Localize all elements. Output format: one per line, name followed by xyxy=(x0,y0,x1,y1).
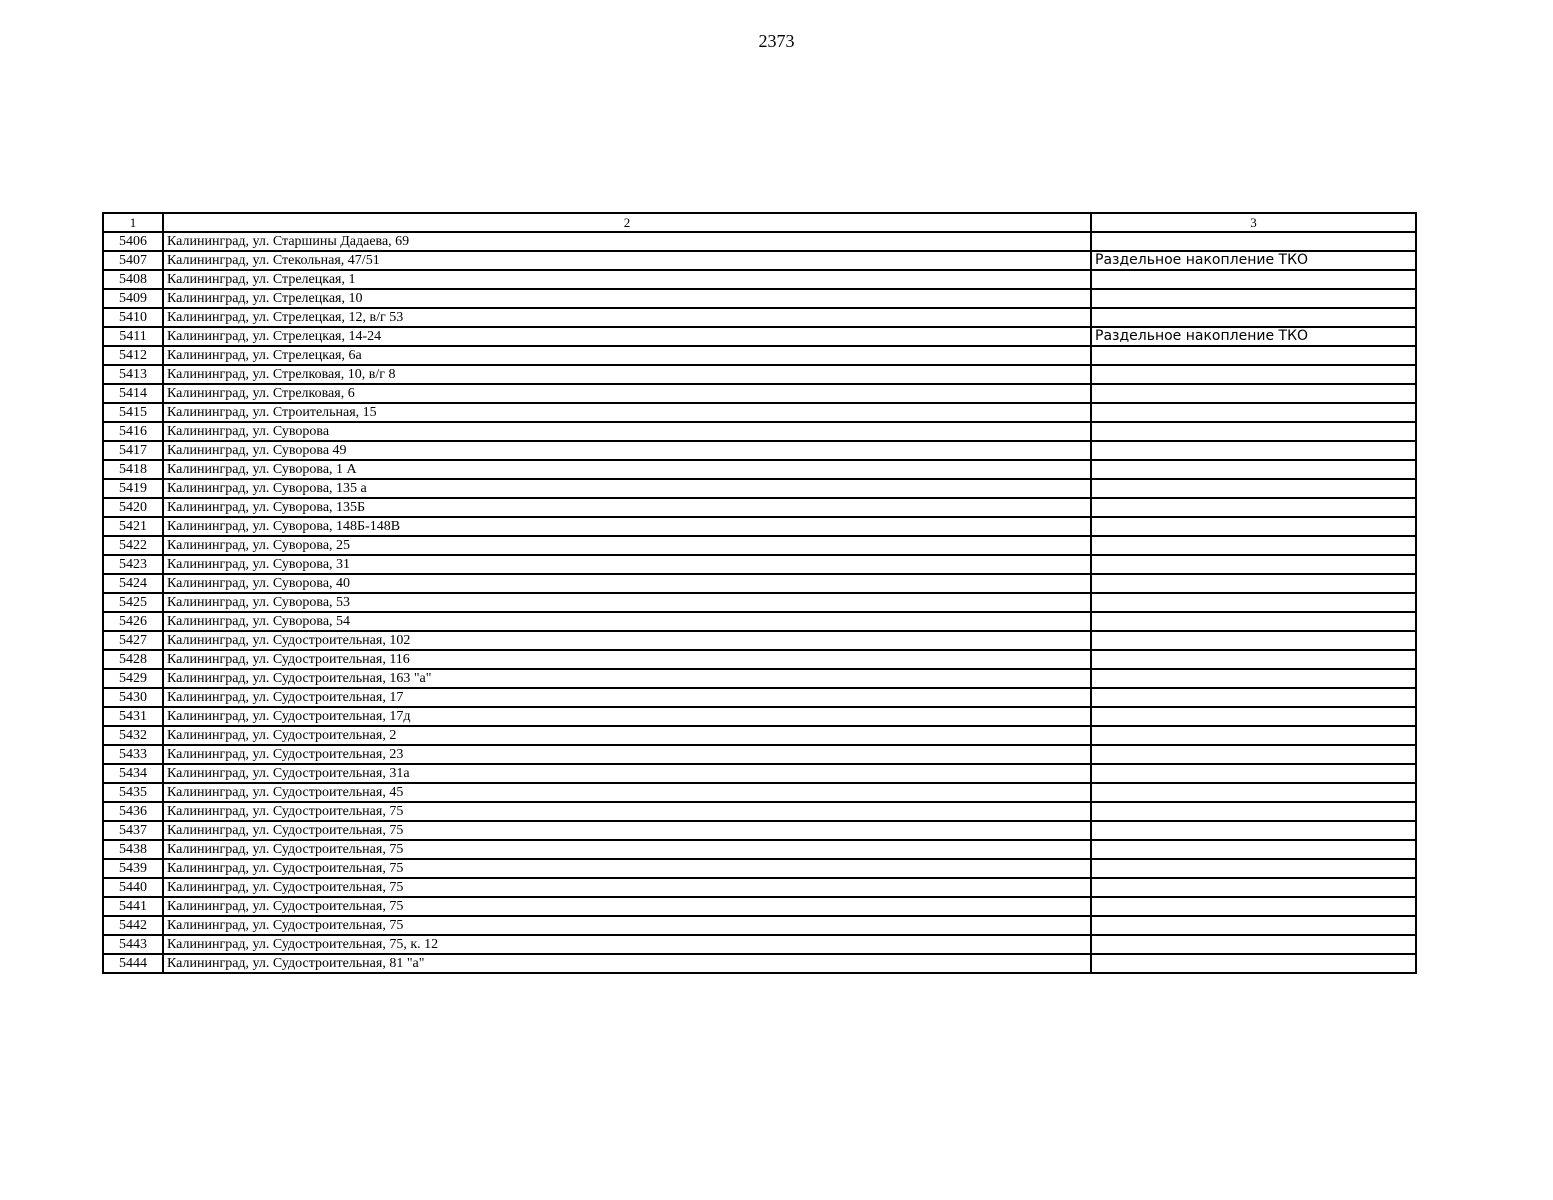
row-address: Калининград, ул. Суворова, 25 xyxy=(163,536,1091,555)
table-row xyxy=(103,878,1416,897)
table-row xyxy=(103,612,1416,631)
row-number: 5426 xyxy=(103,612,163,631)
row-note xyxy=(1091,916,1416,935)
row-address: Калининград, ул. Судостроительная, 81 "а" xyxy=(163,954,1091,973)
row-note xyxy=(1091,422,1416,441)
row-number: 5436 xyxy=(103,802,163,821)
table-row xyxy=(103,859,1416,878)
row-note xyxy=(1091,631,1416,650)
table-row xyxy=(103,479,1416,498)
table-row xyxy=(103,840,1416,859)
row-number: 5425 xyxy=(103,593,163,612)
row-number: 5430 xyxy=(103,688,163,707)
row-address: Калининград, ул. Суворова, 53 xyxy=(163,593,1091,612)
row-number: 5424 xyxy=(103,574,163,593)
table-row xyxy=(103,935,1416,954)
row-address: Калининград, ул. Судостроительная, 75 xyxy=(163,897,1091,916)
row-address: Калининград, ул. Судостроительная, 2 xyxy=(163,726,1091,745)
row-number: 5438 xyxy=(103,840,163,859)
table-row xyxy=(103,802,1416,821)
row-number: 5419 xyxy=(103,479,163,498)
row-address: Калининград, ул. Судостроительная, 75 xyxy=(163,878,1091,897)
row-address: Калининград, ул. Судостроительная, 17 xyxy=(163,688,1091,707)
row-number: 5427 xyxy=(103,631,163,650)
row-note xyxy=(1091,308,1416,327)
row-number: 5444 xyxy=(103,954,163,973)
row-note xyxy=(1091,460,1416,479)
table-body xyxy=(103,232,1416,973)
row-number: 5443 xyxy=(103,935,163,954)
header-row xyxy=(103,213,1416,232)
row-address: Калининград, ул. Стрелковая, 10, в/г 8 xyxy=(163,365,1091,384)
table-row xyxy=(103,517,1416,536)
row-address: Калининград, ул. Судостроительная, 163 "а" xyxy=(163,669,1091,688)
row-number: 5408 xyxy=(103,270,163,289)
row-note xyxy=(1091,726,1416,745)
row-note xyxy=(1091,802,1416,821)
table-row xyxy=(103,555,1416,574)
row-number: 5415 xyxy=(103,403,163,422)
row-number: 5407 xyxy=(103,251,163,270)
row-number: 5410 xyxy=(103,308,163,327)
table-row xyxy=(103,270,1416,289)
row-note xyxy=(1091,384,1416,403)
row-address: Калининград, ул. Старшины Дадаева, 69 xyxy=(163,232,1091,251)
row-number: 5431 xyxy=(103,707,163,726)
table-row xyxy=(103,631,1416,650)
table-row xyxy=(103,365,1416,384)
table-row xyxy=(103,726,1416,745)
row-note xyxy=(1091,840,1416,859)
row-number: 5420 xyxy=(103,498,163,517)
row-address: Калининград, ул. Судостроительная, 75, к. 12 xyxy=(163,935,1091,954)
row-address: Калининград, ул. Судостроительная, 45 xyxy=(163,783,1091,802)
row-note xyxy=(1091,403,1416,422)
row-note xyxy=(1091,232,1416,251)
row-note xyxy=(1091,365,1416,384)
table-row xyxy=(103,669,1416,688)
row-number: 5439 xyxy=(103,859,163,878)
row-number: 5437 xyxy=(103,821,163,840)
row-address: Калининград, ул. Суворова, 148Б-148В xyxy=(163,517,1091,536)
row-address: Калининград, ул. Стрелецкая, 14-24 xyxy=(163,327,1091,346)
row-address: Калининград, ул. Стрелецкая, 1 xyxy=(163,270,1091,289)
table-row xyxy=(103,764,1416,783)
row-note xyxy=(1091,346,1416,365)
row-note xyxy=(1091,270,1416,289)
row-address: Калининград, ул. Судостроительная, 75 xyxy=(163,859,1091,878)
row-address: Калининград, ул. Стрелецкая, 10 xyxy=(163,289,1091,308)
row-number: 5423 xyxy=(103,555,163,574)
row-address: Калининград, ул. Судостроительная, 75 xyxy=(163,840,1091,859)
registry-table xyxy=(102,212,1417,974)
row-note xyxy=(1091,555,1416,574)
row-note xyxy=(1091,612,1416,631)
row-note xyxy=(1091,935,1416,954)
row-number: 5428 xyxy=(103,650,163,669)
table-row xyxy=(103,536,1416,555)
row-number: 5417 xyxy=(103,441,163,460)
table-row xyxy=(103,441,1416,460)
row-number: 5429 xyxy=(103,669,163,688)
row-note xyxy=(1091,878,1416,897)
row-address: Калининград, ул. Стрелковая, 6 xyxy=(163,384,1091,403)
table-row xyxy=(103,460,1416,479)
row-note: Раздельное накопление ТКО xyxy=(1091,327,1416,346)
table-row xyxy=(103,783,1416,802)
table-row xyxy=(103,574,1416,593)
table-row xyxy=(103,650,1416,669)
row-address: Калининград, ул. Судостроительная, 31а xyxy=(163,764,1091,783)
table-row xyxy=(103,897,1416,916)
row-address: Калининград, ул. Суворова, 135 а xyxy=(163,479,1091,498)
row-note xyxy=(1091,821,1416,840)
row-number: 5422 xyxy=(103,536,163,555)
row-note xyxy=(1091,897,1416,916)
row-address: Калининград, ул. Суворова 49 xyxy=(163,441,1091,460)
table-row xyxy=(103,688,1416,707)
row-address: Калининград, ул. Суворова, 31 xyxy=(163,555,1091,574)
row-number: 5411 xyxy=(103,327,163,346)
row-number: 5412 xyxy=(103,346,163,365)
row-address: Калининград, ул. Стрелецкая, 12, в/г 53 xyxy=(163,308,1091,327)
table-row xyxy=(103,346,1416,365)
header-col-2: 2 xyxy=(163,213,1091,232)
page-number: 2373 xyxy=(758,31,795,51)
row-address: Калининград, ул. Стрелецкая, 6а xyxy=(163,346,1091,365)
row-note xyxy=(1091,593,1416,612)
row-address: Калининград, ул. Стекольная, 47/51 xyxy=(163,251,1091,270)
row-number: 5409 xyxy=(103,289,163,308)
row-address: Калининград, ул. Судостроительная, 23 xyxy=(163,745,1091,764)
row-address: Калининград, ул. Суворова, 135Б xyxy=(163,498,1091,517)
table-row xyxy=(103,422,1416,441)
row-note: Раздельное накопление ТКО xyxy=(1091,251,1416,270)
header-col-1: 1 xyxy=(103,213,163,232)
row-number: 5441 xyxy=(103,897,163,916)
row-note xyxy=(1091,745,1416,764)
row-note xyxy=(1091,536,1416,555)
row-note xyxy=(1091,289,1416,308)
row-address: Калининград, ул. Суворова, 54 xyxy=(163,612,1091,631)
header-col-3: 3 xyxy=(1091,213,1416,232)
row-note xyxy=(1091,517,1416,536)
table-row xyxy=(103,745,1416,764)
table-row xyxy=(103,232,1416,251)
row-number: 5414 xyxy=(103,384,163,403)
row-number: 5442 xyxy=(103,916,163,935)
row-number: 5416 xyxy=(103,422,163,441)
table-row xyxy=(103,308,1416,327)
row-note xyxy=(1091,764,1416,783)
row-note xyxy=(1091,498,1416,517)
row-number: 5433 xyxy=(103,745,163,764)
row-number: 5440 xyxy=(103,878,163,897)
table-row xyxy=(103,251,1416,270)
row-address: Калининград, ул. Судостроительная, 102 xyxy=(163,631,1091,650)
row-address: Калининград, ул. Судостроительная, 75 xyxy=(163,802,1091,821)
table-row xyxy=(103,954,1416,973)
row-address: Калининград, ул. Судостроительная, 116 xyxy=(163,650,1091,669)
row-address: Калининград, ул. Суворова, 40 xyxy=(163,574,1091,593)
row-address: Калининград, ул. Суворова xyxy=(163,422,1091,441)
row-address: Калининград, ул. Судостроительная, 75 xyxy=(163,821,1091,840)
row-note xyxy=(1091,574,1416,593)
row-note xyxy=(1091,783,1416,802)
row-number: 5432 xyxy=(103,726,163,745)
row-number: 5434 xyxy=(103,764,163,783)
row-number: 5406 xyxy=(103,232,163,251)
row-number: 5418 xyxy=(103,460,163,479)
table-row xyxy=(103,327,1416,346)
table-row xyxy=(103,384,1416,403)
row-note xyxy=(1091,954,1416,973)
row-note xyxy=(1091,479,1416,498)
table-row xyxy=(103,821,1416,840)
row-note xyxy=(1091,859,1416,878)
row-note xyxy=(1091,441,1416,460)
row-address: Калининград, ул. Суворова, 1 А xyxy=(163,460,1091,479)
row-address: Калининград, ул. Строительная, 15 xyxy=(163,403,1091,422)
row-number: 5413 xyxy=(103,365,163,384)
row-note xyxy=(1091,707,1416,726)
table-row xyxy=(103,916,1416,935)
table-row xyxy=(103,593,1416,612)
row-note xyxy=(1091,688,1416,707)
table-row xyxy=(103,403,1416,422)
table-row xyxy=(103,289,1416,308)
table-row xyxy=(103,498,1416,517)
row-number: 5421 xyxy=(103,517,163,536)
row-note xyxy=(1091,650,1416,669)
row-number: 5435 xyxy=(103,783,163,802)
row-address: Калининград, ул. Судостроительная, 17д xyxy=(163,707,1091,726)
table-row xyxy=(103,707,1416,726)
row-address: Калининград, ул. Судостроительная, 75 xyxy=(163,916,1091,935)
row-note xyxy=(1091,669,1416,688)
